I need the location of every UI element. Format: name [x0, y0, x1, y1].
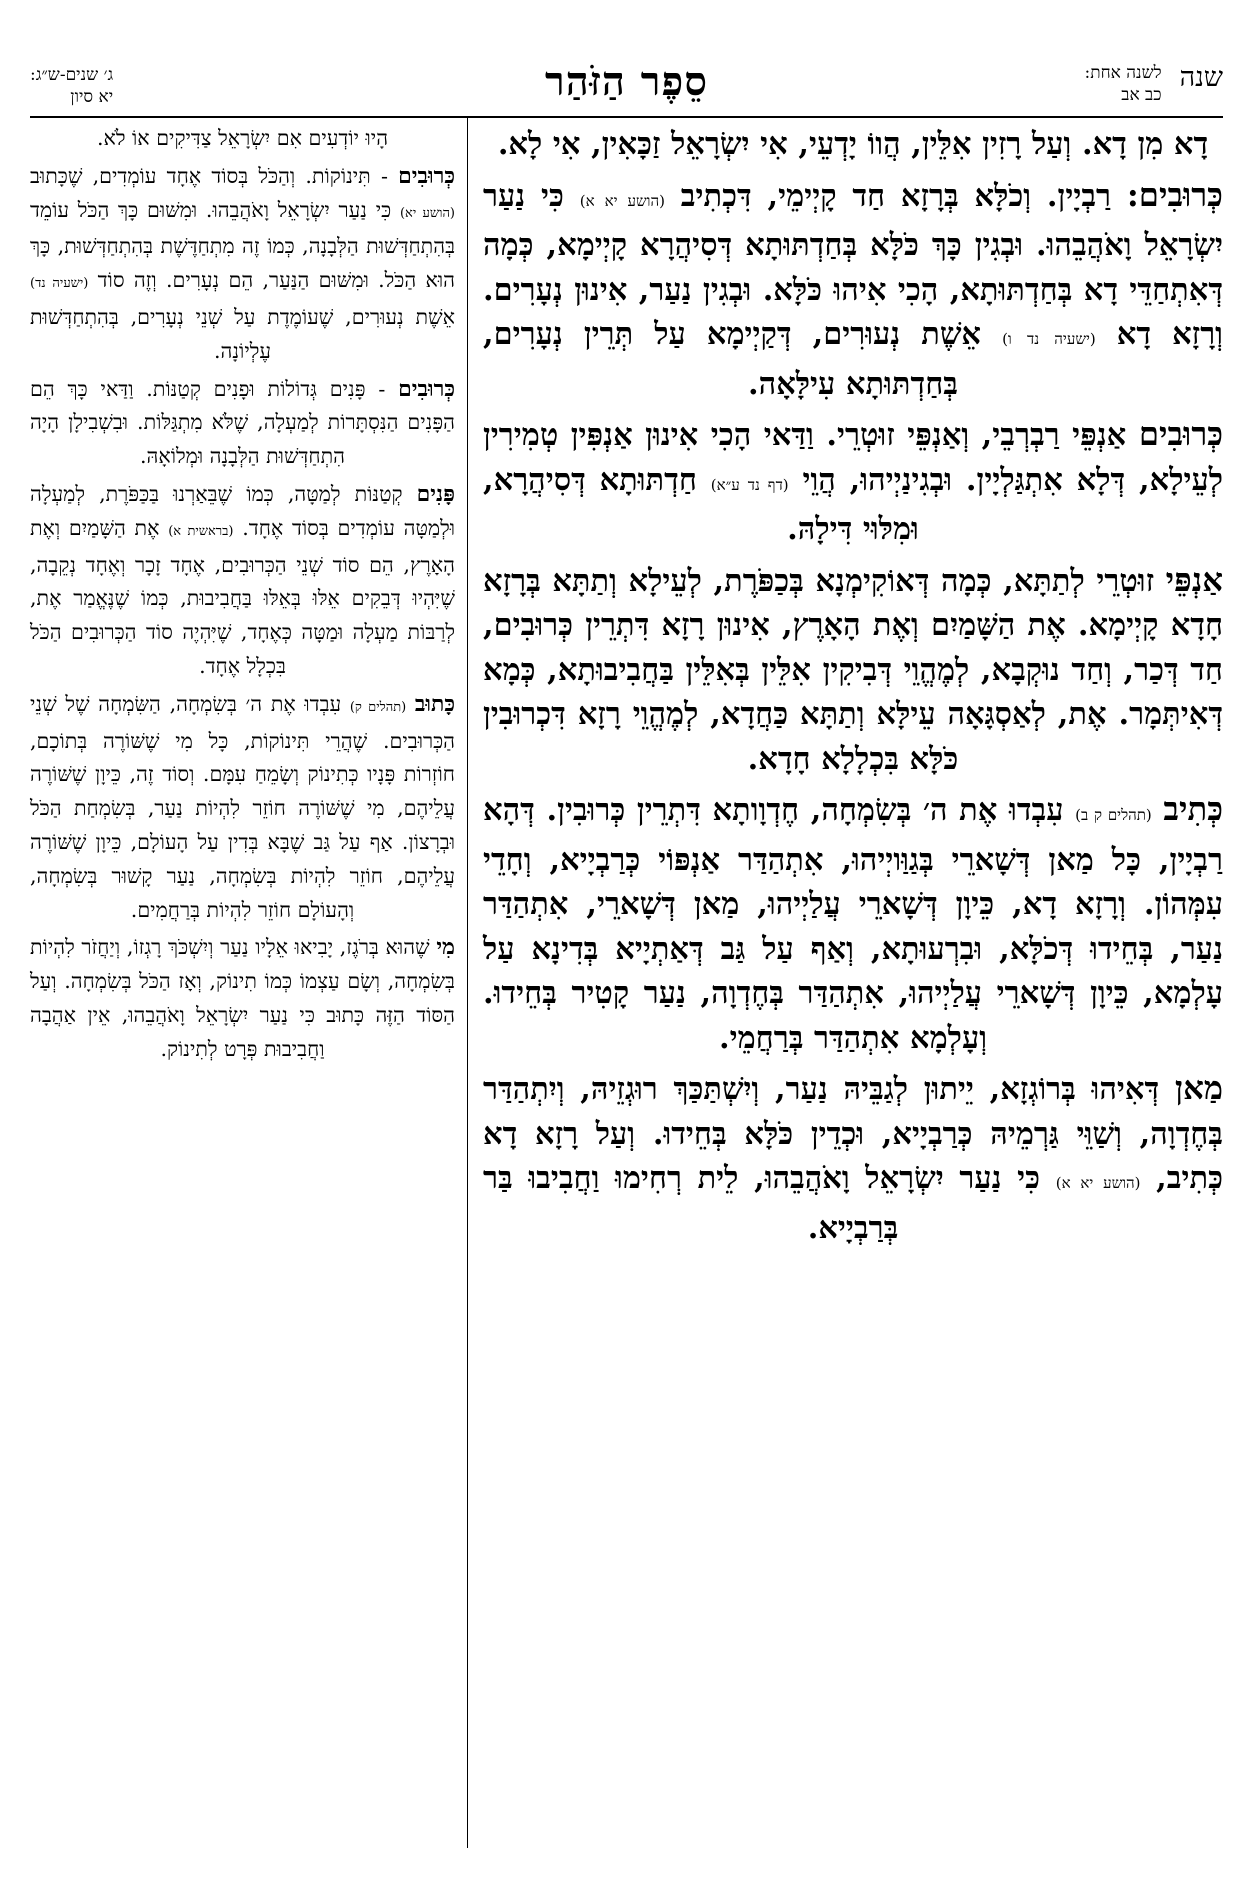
side-s2-citation: (הושע יא) [399, 205, 455, 221]
aramaic-main-column [483, 122, 1223, 1256]
main-p2-citation: (הושע יא א) [579, 191, 665, 210]
main-p6-text-b: כִּי נַעַר יִשְׂרָאֵל וָאֹהֲבֵהוּ, לֵית רְחִימוּ וַחֲבִיבוּ בַּר בְּרַבְיָיא. [483, 1160, 1056, 1246]
side-s6-lead: מִי [436, 935, 455, 961]
side-paragraph-5 [30, 688, 455, 928]
main-p3-text-a: אַנְפֵּי רַבְרְבֵי, וְאַנְפֵּי זוּטְרֵי. וַדַּאי הָכִי אִינוּן אַנְפִּין טְמִירִין לְעֵילָא, דְּלָא אִתְגַּלְיָין. וּבְגִינַיְיהוּ, הֲוֵי [483, 417, 1224, 498]
main-paragraph-4 [483, 558, 1223, 782]
side-s5-text: עִבְדוּ אֶת ה׳ בְּשִׂמְחָה, הַשִּׂמְחָה שֶׁל שְׁנֵי הַכְּרוּבִים. שֶׁהֲרֵי תִּינוֹקוֹת, כָּל מִי שֶׁשּׁוֹרֶה בְּתוֹכָם, חוֹזְרוֹת פָּנָיו כְּתִינוֹק וְשָׂמֵחַ עִמָּם. וְסוֹד זֶה, כֵּיוָן שֶׁשּׁוֹרֶה עֲלֵיהֶם, מִי שֶׁשּׁוֹרֶה חוֹזֵר לִהְיוֹת נַעַר, בְּשִׂמְחַת הַכֹּל וּבְרָצוֹן. אַף עַל גַּב שֶׁבָּא בְּדִין עַל הָעוֹלָם, כֵּיוָן שֶׁשּׁוֹרֶה עֲלֵיהֶם, חוֹזֵר לִהְיוֹת בְּשִׂמְחָה, נַעַר קָשׁוּר בְּשִׂמְחָה, וְהָעוֹלָם חוֹזֵר לִהְיוֹת בְּרַחֲמִים. [30, 691, 455, 922]
side-paragraph-4 [30, 478, 455, 684]
side-s3-text: - פָּנִים גְּדוֹלוֹת וּפָנִים קְטַנּוֹת. וַדַּאי כָּךְ הֵם הַפָּנִים הַנִּסְתָּרוֹת לְמַעְלָה, שֶׁלֹּא מִתְגַּלּוֹת. וּבִשְׁבִילָן הָיָה הִתְחַדְּשׁוּת הַלְּבָנָה וּמְלוֹאָהּ. [30, 376, 455, 469]
side-s3-lead: כְּרוּבִים [398, 376, 455, 402]
page-header [30, 58, 1223, 114]
main-paragraph-6 [483, 1066, 1223, 1250]
main-p6-citation: (הושע יא א) [1055, 1174, 1141, 1192]
side-s2-lead: כְּרוּבִים [398, 163, 455, 189]
side-s5-citation: (תהלים ק) [349, 699, 407, 715]
main-p3-text-b: חַדְתּוּתָא דְּסִיהֲרָא, וּמִלּוּי דִּילָהּ. [483, 461, 919, 547]
column-divider [467, 118, 468, 1848]
one-year-label: לשנה אחת: [1084, 63, 1162, 83]
one-year-date: כב אב [1121, 85, 1162, 105]
side-paragraph-3 [30, 373, 455, 474]
main-paragraph-2 [483, 173, 1223, 407]
side-s4-text-b: אֶת הַשָּׁמַיִם וְאֶת הָאָרֶץ, הֵם סוֹד שְׁנֵי הַכְּרוּבִים, אֶחָד זָכָר וְאֶחָד נְקֵבָה, שֶׁיִּהְיוּ דְּבֵקִים אֵלּוּ בְּאֵלּוּ בַּחֲבִיבוּת, כְּמוֹ שֶׁנֶּאֱמַר אֶת, לְרַבּוֹת מַעְלָה וּמַטָּה כְּאֶחָד, שֶׁיִּהְיֶה סוֹד הַכְּרוּבִים הַכֹּל בִּכְלָל אֶחָד. [30, 515, 455, 678]
main-p5-text: עִבְדוּ אֶת ה׳ בְּשִׂמְחָה, חֶדְוָותָא דִּתְרֵין כְּרוּבִין. דְּהָא רַבְיָין, כָּל מַאן דְּשָׁארֵי בְּגַוַּויְיהוּ, אִתְהַדַּר אַנְפּוֹי כְּרַבְיָיא, וְחָדֵי עִמְּהוֹן. וְרָזָא דָא, כֵּיוָן דְּשָׁארֵי עֲלַיְיהוּ, מַאן דְּשָׁארֵי, אִתְהַדַּר נַעַר, בְּחֵידוּ דְּכֹלָּא, וּבִרְעוּתָא, וְאַף עַל גַּב דְּאַתְיָיא בְּדִינָא עַל עָלְמָא, כֵּיוָן דְּשָׁארֵי עֲלַיְיהוּ, אִתְהַדַּר בְּחֶדְוָה, נַעַר קָטִיר בְּחֵידוּ. וְעָלְמָא אִתְהַדַּר בְּרַחֲמֵי. [483, 792, 1223, 1056]
three-year-label: ג׳ שנים-ש״ג: [30, 65, 114, 85]
main-p4-text: זוּטְרֵי לְתַתָּא, כְּמָה דְּאוֹקִימְנָא בְּכַפֹּרֶת, לְעֵילָא וְתַתָּא בְּרָזָא חָדָא קָיְימָא. אֶת הַשָּׁמַיִם וְאֶת הָאָרֶץ, אִינוּן רָזָא דִּתְרֵין כְּרוּבִים, חַד דְּכַר, וְחַד נוּקְבָא, לְמֶהֱוֵי דְּבִיקִין אִלֵּין בְּאִלֵּין בַּחֲבִיבוּתָא, כְּמָא דְּאִיתְּמָר. אֶת, לְאַסְגָּאָה עֵילָּא וְתַתָּא כַּחֲדָא, לְמֶהֱוֵי רָזָא דִּכְרוּבִין כֹּלָּא בִּכְלָלָא חָדָא. [483, 562, 1223, 777]
main-paragraph-3 [483, 412, 1223, 552]
main-p3-lead: כְּרוּבִים [1138, 415, 1223, 453]
side-s2-text-c: אֵשֶׁת נְעוּרִים, שֶׁעוֹמֶדֶת עַל שְׁנֵי נְעָרִים, בְּהִתְחַדְּשׁוּת עֶלְיוֹנָה. [30, 304, 455, 363]
side-s4-lead: פָּנִים [416, 481, 455, 507]
side-s2-citation-2: (ישעיה נד) [30, 276, 89, 292]
main-p1-text: דָא מִן דָא. וְעַל רָזִין אִלֵּין, הֲווֹ יָדְעֵי, אִי יִשְׂרָאֵל זַכָּאִין, אִי לָא. [497, 126, 1209, 162]
side-s4-text-a: קְטַנּוֹת לְמַטָּה, כְּמוֹ שֶׁבֵּאַרְנוּ בַּכַּפֹּרֶת, לְמַעְלָה וּלְמַטָּה עוֹמְדִים בְּסוֹד אֶחָד. [30, 481, 455, 540]
main-p2-text-a: רַבְיָין. וְכֹלָּא בְּרָזָא חַד קָיְימֵי, דִּכְתִיב [664, 177, 1127, 214]
main-paragraph-1 [483, 122, 1223, 167]
main-p3-page-ref: (דף נד ע״א) [710, 475, 789, 494]
main-p6-text-a: דְּאִיהוּ בְּרוֹגְזָא, יֵיתוּן לְגַבֵּיהּ נַעַר, וְיִשְׁתַּכַּךְ רוּגְזֵיהּ, וְיִתְהַדַּר בְּחֶדְוָה, וְשַׁוֵּי גַּרְמֵיהּ כְּרַבְיָיא, וּכְדֵין כֹּלָּא בְּחֵידוּ. וְעַל רָזָא דָא כְּתִיב, [483, 1071, 1223, 1196]
side-s2-text-b: כִּי נַעַר יִשְׂרָאֵל וָאֹהֲבֵהוּ. וּמִשּׁוּם כָּךְ הַכֹּל עוֹמֵד בְּהִתְחַדְּשׁוּת הַלְּבָנָה, כְּמוֹ זֶה מִתְחַדֶּשֶׁת בְּהִתְחַדְּשׁוּת, כָּךְ הוּא הַכֹּל. וּמִשּׁוּם הַנַּעַר, הֵם נְעָרִים. וְזֶה סוֹד [30, 197, 455, 293]
side-s5-lead: כָּתוּב [414, 691, 455, 717]
side-s1-text: הָיוּ יוֹדְעִים אִם יִשְׂרָאֵל צַדִּיקִים אוֹ לֹא. [96, 126, 389, 150]
side-paragraph-6 [30, 931, 455, 1066]
side-s4-citation: (בראשית א) [168, 523, 234, 539]
main-p2-lead: כְּרוּבִים: [1126, 175, 1223, 214]
main-paragraph-5 [483, 787, 1223, 1060]
hebrew-translation-column [30, 122, 455, 1071]
book-title: סֵפֶר הַזֹּהַר [545, 58, 708, 105]
main-p2-text-c: אֵשֶׁת נְעוּרִים, דְּקַיְימָא עַל תְּרֵין נְעָרִים, בְּחַדְתּוּתָא עִילָּאָה. [483, 316, 1003, 402]
main-p2-citation-2: (ישעיה נד ו) [1002, 330, 1096, 348]
main-p4-lead: אַנְפֵּי [1165, 560, 1223, 599]
year-label: שנה [1179, 62, 1223, 93]
main-p6-lead: מַאן [1174, 1069, 1223, 1107]
side-s6-text: שֶׁהוּא בְּרֹגֶז, יָבִיאוּ אֵלָיו נַעַר וְיִשְׁכֹּךְ רָגְזוֹ, וְיַחֲזֹר לִהְיוֹת בְּשִׂמְחָה, וְשָׂם עַצְמוֹ כְּמוֹ תִינוֹק, וְאָז הַכֹּל בְּשִׂמְחָה. וְעַל הַסּוֹד הַזֶּה כָּתוּב כִּי נַעַר יִשְׂרָאֵל וָאֹהֲבֵהוּ, אֵין אַהֲבָה וַחֲבִיבוּת פְּרָט לְתִינוֹק. [30, 935, 455, 1061]
main-p5-lead: כְּתִיב [1163, 790, 1223, 828]
three-year-date: יא סיון [70, 87, 114, 107]
header-rule [30, 116, 1223, 118]
main-p2-text-b: כִּי נַעַר יִשְׂרָאֵל וָאֹהֲבֵהוּ. וּבְגִין כָּךְ כֹּלָּא בְּחַדְתּוּתָא דְּסִיהֲרָא קָיְימָא, כְּמָה דְּאִתְחַדֵּי דָא בְּחַדְתּוּתָא, הָכִי אִיהוּ כֹּלָּא. וּבְגִין נַעַר, אִינוּן נְעָרִים. וְרָזָא דָא [483, 177, 1223, 352]
side-paragraph-1 [30, 122, 455, 156]
three-year-schedule [30, 64, 113, 108]
side-paragraph-2 [30, 160, 455, 369]
main-p5-citation: (תהלים ק ב) [1075, 806, 1152, 824]
side-s2-text-a: - תִּינוֹקוֹת. וְהַכֹּל בְּסוֹד אֶחָד עוֹמְדִים, שֶׁכָּתוּב [30, 163, 399, 188]
